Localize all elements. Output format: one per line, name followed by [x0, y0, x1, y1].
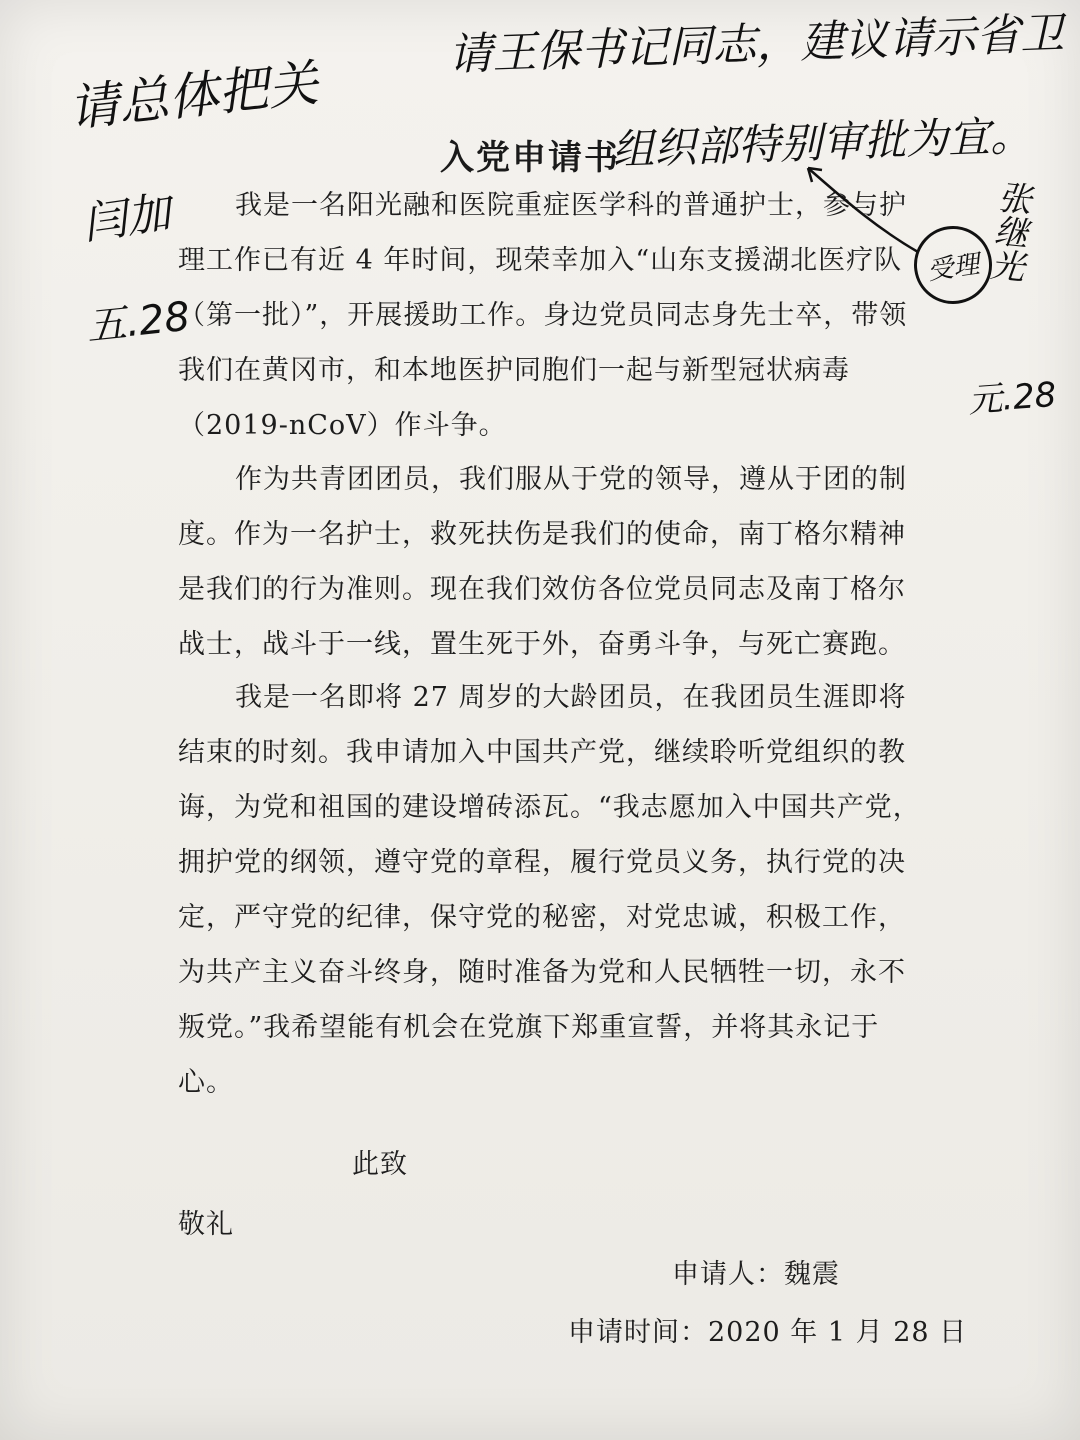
paragraph-3	[178, 670, 938, 1110]
text-line: 度。作为一名护士，救死扶伤是我们的使命，南丁格尔精神	[178, 519, 906, 550]
paragraph-2	[178, 452, 938, 672]
text-line: 战士，战斗于一线，置生死于外，奋勇斗争，与死亡赛跑。	[178, 629, 906, 660]
handwritten-date-left: 五.28	[84, 293, 193, 351]
circled-text: 受理	[925, 249, 982, 286]
text-line: 我是一名即将 27 周岁的大龄团员，在我团员生涯即将	[235, 682, 907, 713]
text-line: （2019-nCoV）作斗争。	[178, 410, 507, 441]
text-line: 是我们的行为准则。现在我们效仿各位党员同志及南丁格尔	[178, 574, 906, 605]
handwritten-signature-left: 闫加	[79, 187, 174, 250]
text-line: 作为共青团团员，我们服从于党的领导，遵从于团的制	[235, 464, 907, 495]
text-line: 定，严守党的纪律，保守党的秘密，对党忠诚，积极工作，	[178, 902, 906, 933]
handwritten-date-right: 元.28	[966, 374, 1058, 422]
closing-text: 此致	[352, 1149, 408, 1180]
handwritten-note-top-right-2: 组织部特别审批为宜。	[611, 110, 1033, 175]
text-line: 理工作已有近 4 年时间，现荣幸加入“山东支援湖北医疗队	[178, 245, 903, 276]
text-line: 我是一名阳光融和医院重症医学科的普通护士，参与护	[235, 190, 907, 221]
text-line: 我们在黄冈市，和本地医护同胞们一起与新型冠状病毒	[178, 355, 850, 386]
date-line: 申请时间：2020 年 1 月 28 日	[568, 1317, 968, 1348]
applicant-line: 申请人：魏震	[672, 1259, 840, 1290]
text-line: 为共产主义奋斗终身，随时准备为党和人民牺牲一切，永不	[178, 957, 906, 988]
text-line: 结束的时刻。我申请加入中国共产党，继续聆听党组织的教	[178, 737, 906, 768]
handwritten-note-top-left: 请总体把关	[66, 54, 321, 138]
handwritten-note-top-right-1: 请王保书记同志，建议请示省卫	[447, 8, 1065, 81]
document-title: 入党申请书	[440, 138, 620, 178]
salute-text: 敬礼	[178, 1209, 234, 1240]
text-line: （第一批）”，开展援助工作。身边党员同志身先士卒，带领	[178, 300, 908, 331]
handwritten-signature-right: 张继光	[982, 178, 1034, 284]
text-line: 拥护党的纲领，遵守党的章程，履行党员义务，执行党的决	[178, 847, 906, 878]
text-line: 心。	[178, 1067, 234, 1098]
text-line: 叛党。”我希望能有机会在党旗下郑重宣誓，并将其永记于	[178, 1012, 880, 1043]
text-line: 诲，为党和祖国的建设增砖添瓦。“我志愿加入中国共产党，	[178, 792, 921, 823]
paragraph-1	[178, 178, 938, 453]
